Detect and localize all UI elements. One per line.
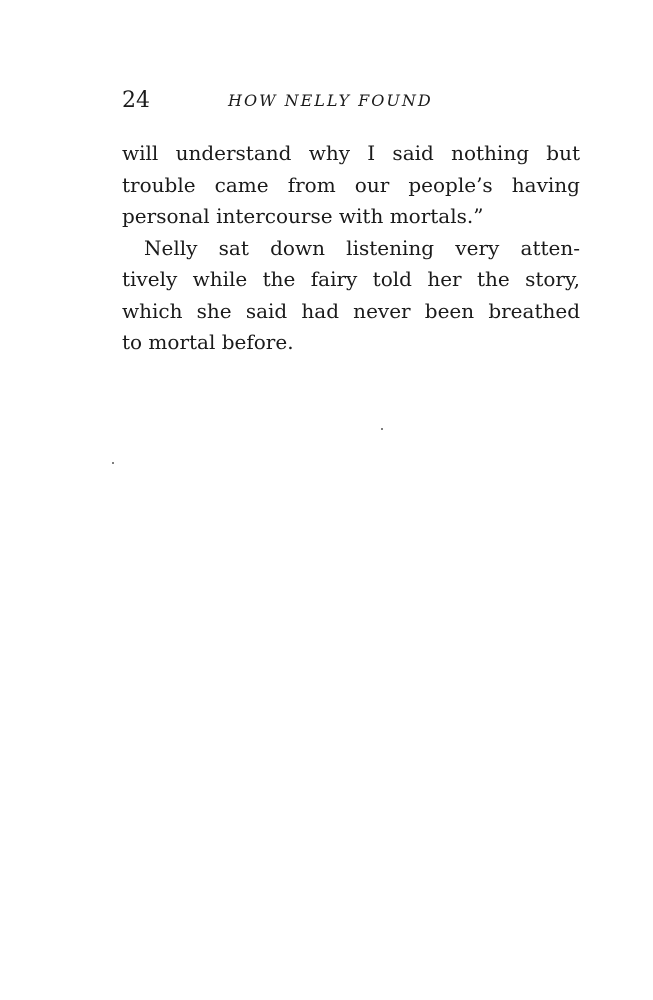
paragraph [122, 138, 580, 233]
text-line: will understand why I said nothing but [122, 141, 580, 165]
paragraph [122, 233, 580, 359]
text-line: tively while the fairy told her the story, [122, 267, 580, 291]
text-line: trouble came from our people’s having [122, 172, 580, 197]
text-line: which she said had never been breathed [122, 298, 580, 323]
running-head [122, 86, 582, 116]
paper-speck [381, 428, 383, 430]
text-line: personal intercourse with mortals.” [122, 204, 484, 228]
body-text [122, 138, 580, 359]
page-number: 24 [122, 88, 150, 113]
text-line: Nelly sat down listening very atten- [144, 235, 580, 260]
paper-speck [112, 462, 114, 464]
text-line: to mortal before. [122, 330, 294, 354]
running-title: HOW NELLY FOUND [228, 91, 433, 110]
